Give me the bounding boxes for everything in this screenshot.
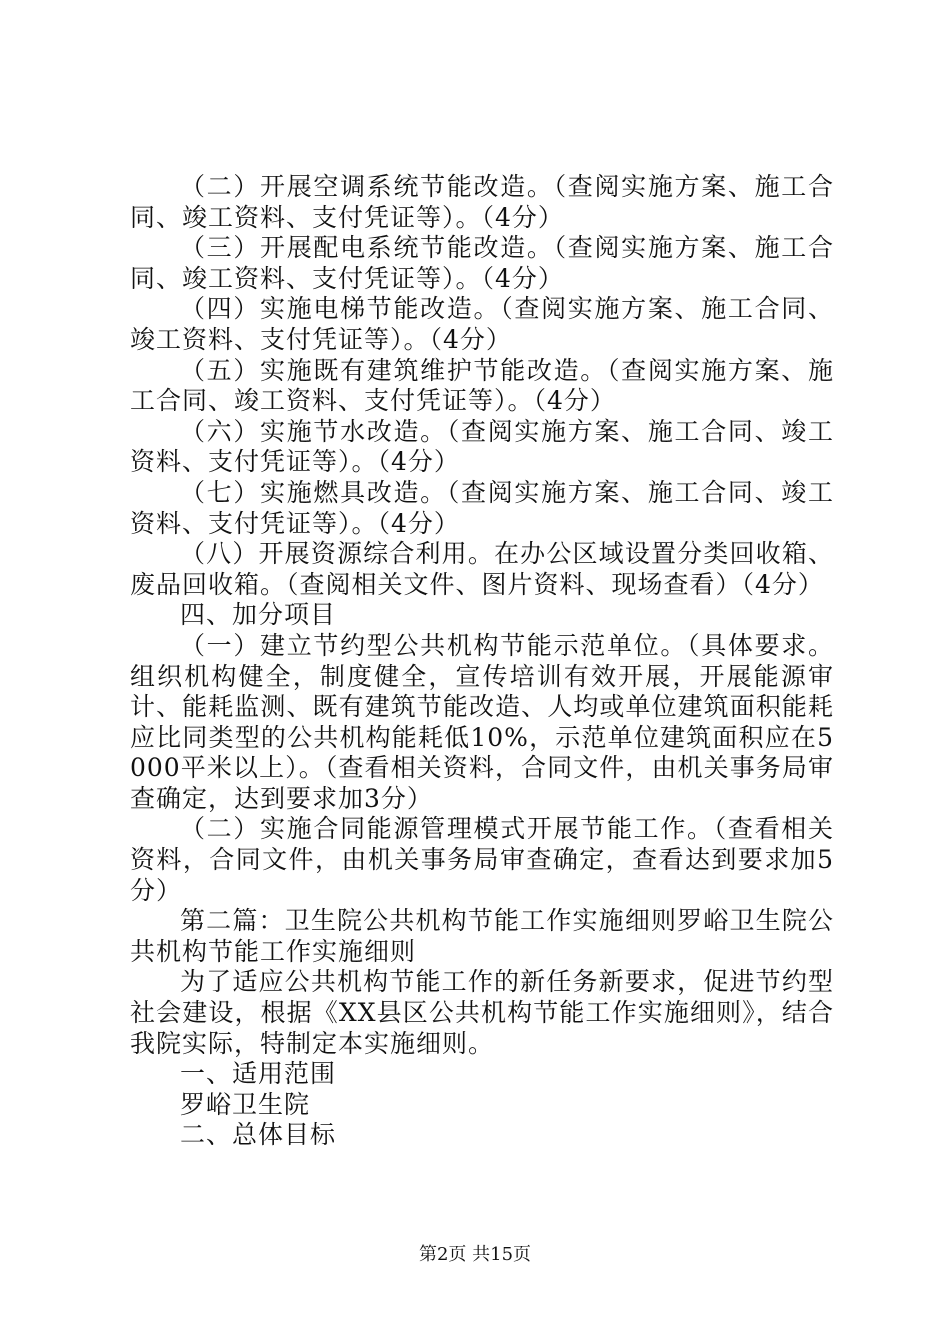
paragraph-building-envelope: （五）实施既有建筑维护节能改造。（查阅实施方案、施工合同、竣工资料、支付凭证等）。（4分） [130,355,834,416]
paragraph-gas-appliance: （七）实施燃具改造。（查阅实施方案、施工合同、竣工资料、支付凭证等）。（4分） [130,477,834,538]
paragraph-power-distribution: （三）开展配电系统节能改造。（查阅实施方案、施工合同、竣工资料、支付凭证等）。（4分） [130,233,834,293]
paragraph-ac-retrofit: （二）开展空调系统节能改造。（查阅实施方案、施工合同、竣工资料、支付凭证等）。（4分） [130,172,834,232]
paragraph-water-saving: （六）实施节水改造。（查阅实施方案、施工合同、竣工资料、支付凭证等）。（4分） [130,416,834,477]
document-body [130,172,834,1151]
paragraph-energy-contract: （二）实施合同能源管理模式开展节能工作。（查看相关资料，合同文件，由机关事务局审查确定，查看达到要求加5分） [130,814,834,905]
page-number-footer: 第2页 共15页 [418,1244,532,1265]
paragraph-resource-recycling: （八）开展资源综合利用。在办公区域设置分类回收箱、废品回收箱。（查阅相关文件、图片资料、现场查看）（4分） [130,539,834,599]
paragraph-demonstration-unit: （一）建立节约型公共机构节能示范单位。（具体要求。组织机构健全，制度健全，宣传培训有效开展，开展能源审计、能耗监测、既有建筑节能改造、人均或单位建筑面积能耗应比同类型的公共机构能耗低10%，示范单位建筑面积应在5000平米以上）。（查看相关资料，合同文件，由机关事务局审查确定，达到要求加3分） [130,630,834,813]
chapter-title: 第二篇：卫生院公共机构节能工作实施细则罗峪卫生院公共机构节能工作实施细则 [130,906,834,966]
section-heading-bonus-items: 四、加分项目 [180,600,337,630]
paragraph-purpose: 为了适应公共机构节能工作的新任务新要求，促进节约型社会建设，根据《XX县区公共机构节能工作实施细则》，结合我院实际，特制定本实施细则。 [130,967,834,1058]
paragraph-elevator: （四）实施电梯节能改造。（查阅实施方案、施工合同、竣工资料、支付凭证等）。（4分） [130,294,834,354]
section-heading-scope: 一、适用范围 [180,1059,337,1089]
paragraph-scope-value: 罗峪卫生院 [180,1089,311,1119]
section-heading-overall-goal: 二、总体目标 [180,1120,337,1150]
